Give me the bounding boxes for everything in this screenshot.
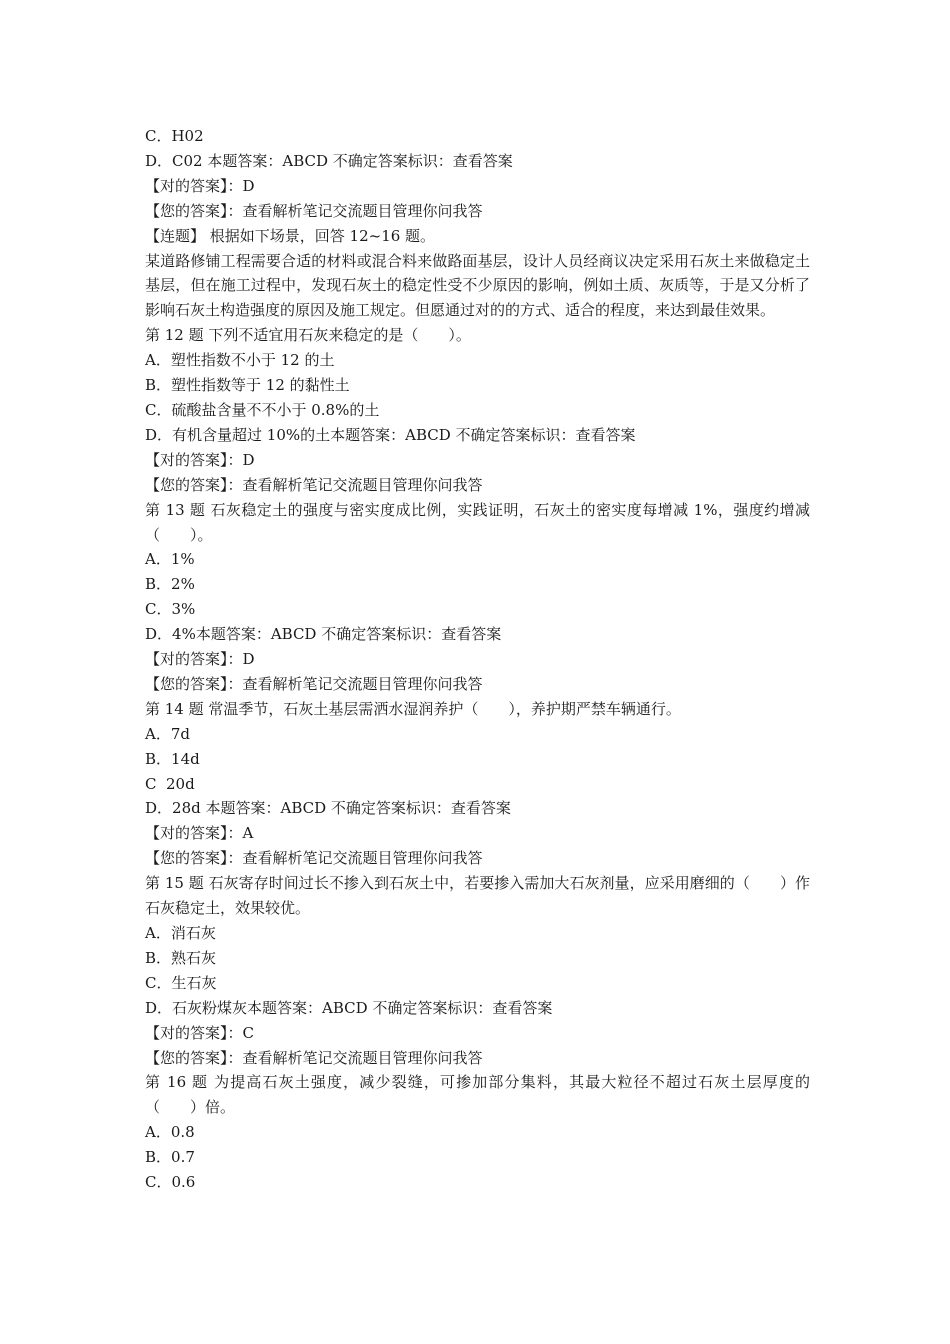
q13-option-c: C．3% <box>145 600 196 619</box>
q12-option-d: D．有机含量超过 10%的土本题答案：ABCD 不确定答案标识：查看答案 <box>145 425 636 444</box>
q12-correct-answer: 【对的答案】：D <box>145 450 255 469</box>
q12-option-a: A．塑性指数不小于 12 的土 <box>145 351 335 370</box>
linked-question-intro: 【连题】 根据如下场景，回答 12~16 题。 <box>145 226 436 245</box>
q12-option-b: B．塑性指数等于 12 的黏性土 <box>145 376 350 395</box>
q14-your-answer: 【您的答案】：查看解析笔记交流题目管理你问我答 <box>145 849 483 868</box>
q13-option-d: D．4%本题答案：ABCD 不确定答案标识：查看答案 <box>145 625 502 644</box>
question-14-text: 第 14 题 常温季节，石灰土基层需洒水湿润养护（ ），养护期严禁车辆通行。 <box>145 699 681 718</box>
option-c-text: C．H02 <box>145 127 204 145</box>
q16-option-c: C．0.6 <box>145 1173 196 1192</box>
q15-option-b: B．熟石灰 <box>145 948 217 967</box>
question-16-text: 第 16 题 为提高石灰土强度，减少裂缝，可掺加部分集料，其最大粒径不超过石灰土层厚度的（ ）倍。 <box>145 1073 810 1117</box>
q13-your-answer: 【您的答案】：查看解析笔记交流题目管理你问我答 <box>145 674 483 693</box>
q12-your-answer: 【您的答案】：查看解析笔记交流题目管理你问我答 <box>145 475 483 494</box>
q13-option-a: A．1% <box>145 550 195 569</box>
question-12-text: 第 12 题 下列不适宜用石灰来稳定的是（ ）。 <box>145 326 471 345</box>
q14-option-d: D．28d 本题答案：ABCD 不确定答案标识：查看答案 <box>145 799 511 818</box>
scenario-paragraph: 某道路修铺工程需要合适的材料或混合料来做路面基层，设计人员经商议决定采用石灰土来做稳定土基层，但在施工过程中，发现石灰土的稳定性受不少原因的影响，例如土质、灰质等，于是又分析了影响石灰土构造强度的原因及施工规定。但愿通过对的的方式、适合的程度，来达到最佳效果。 <box>145 251 810 320</box>
question-15-text: 第 15 题 石灰寄存时间过长不掺入到石灰土中，若要掺入需加大石灰剂量，应采用磨细的（ ）作石灰稳定土，效果较优。 <box>145 874 810 918</box>
document-page <box>145 124 810 1195</box>
q15-correct-answer: 【对的答案】：C <box>145 1023 254 1042</box>
q13-option-b: B．2% <box>145 575 195 594</box>
option-d-with-answer-text: D．C02 本题答案：ABCD 不确定答案标识：查看答案 <box>145 151 513 170</box>
q16-option-b: B．0.7 <box>145 1148 195 1167</box>
your-answer-text: 【您的答案】：查看解析笔记交流题目管理你问我答 <box>145 201 483 220</box>
q14-correct-answer: 【对的答案】：A <box>145 824 254 843</box>
q12-option-c: C．硫酸盐含量不不小于 0.8%的土 <box>145 400 380 419</box>
correct-answer-text: 【对的答案】：D <box>145 176 255 195</box>
q14-option-c: C 20d <box>145 774 195 793</box>
q16-option-a: A．0.8 <box>145 1123 195 1142</box>
question-13-text: 第 13 题 石灰稳定土的强度与密实度成比例，实践证明，石灰土的密实度每增减 1%，强度约增减（ ）。 <box>145 500 810 544</box>
q15-option-a: A．消石灰 <box>145 924 216 942</box>
q15-option-d: D．石灰粉煤灰本题答案：ABCD 不确定答案标识：查看答案 <box>145 998 553 1017</box>
q15-your-answer: 【您的答案】：查看解析笔记交流题目管理你问我答 <box>145 1048 483 1067</box>
q14-option-a: A．7d <box>145 724 190 743</box>
q15-option-c: C．生石灰 <box>145 973 217 992</box>
q13-correct-answer: 【对的答案】：D <box>145 650 255 669</box>
q14-option-b: B．14d <box>145 749 200 768</box>
